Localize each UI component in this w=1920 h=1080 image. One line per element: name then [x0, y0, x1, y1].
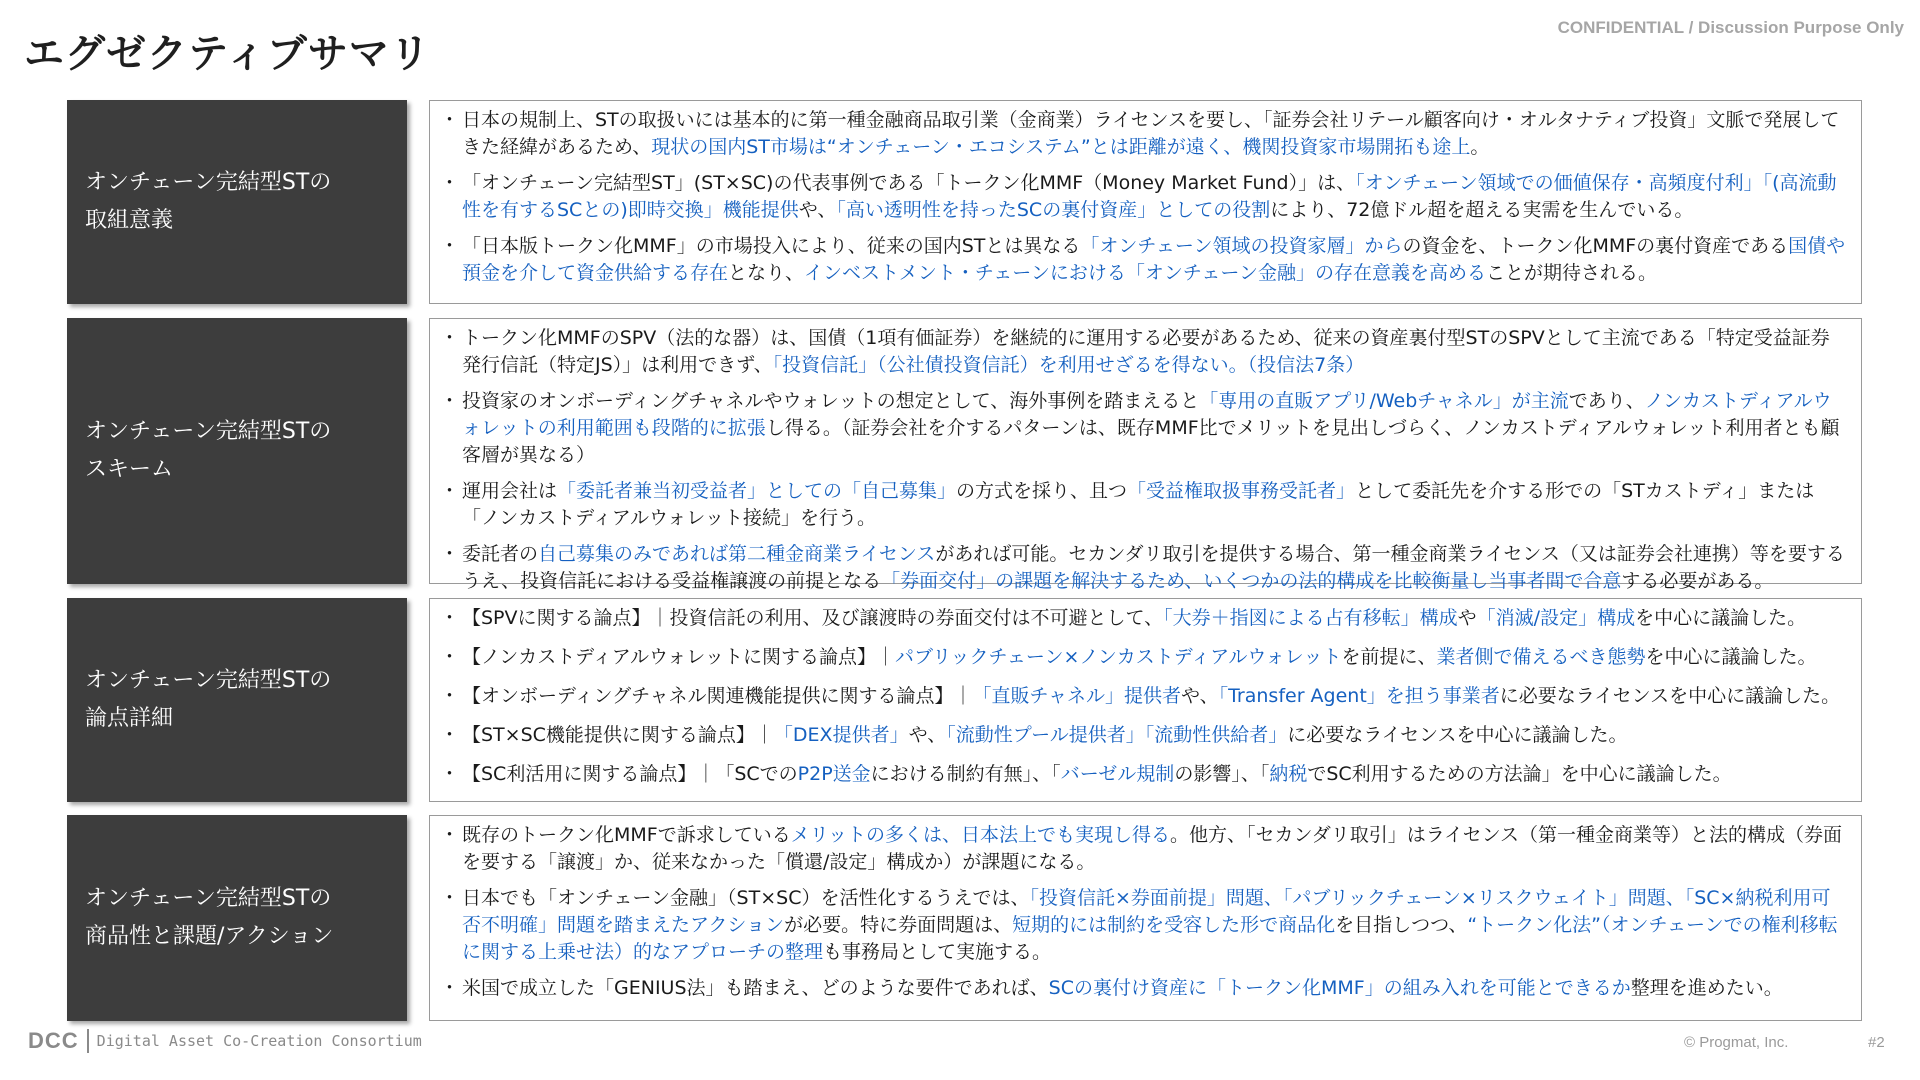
highlighted-text: 「オンチェーン領域の投資家層」から	[1080, 235, 1403, 257]
bullet-item	[444, 233, 1847, 287]
highlighted-text: 「Transfer Agent」を担う事業者	[1218, 685, 1500, 707]
highlighted-text: メリットの多くは、日本法上でも実現し得る	[790, 824, 1170, 846]
bullet-text: 投資家のオンボーディングチャネルやウォレットの想定として、海外事例を踏まえると	[462, 390, 1200, 412]
bullet-text: を中心に議論した。	[1635, 607, 1807, 629]
highlighted-text: 「投資信託×券面前提」問題、「パブリックチェーン×リスクウェイト」問題、「SC×納税利用可否不明確」問題を踏まえたアクション	[462, 887, 1831, 936]
highlighted-text: 「高い透明性を持ったSCの裏付資産」としての役割	[836, 199, 1271, 221]
bullet-text: 委託者の	[462, 543, 539, 565]
bullet-item	[444, 761, 1847, 788]
bullet-text: があれば可能。セカンダリ取引を提供する場合、第一種金商業ライセンス（又は証券会社連携）等を要するうえ、投資信託における受益権譲渡の前提となる	[462, 543, 1845, 592]
section-label-line: 取組意義	[85, 208, 174, 233]
bullet-text: 【ノンカストディアルウォレットに関する論点】｜	[462, 646, 896, 668]
bullet-text: として委託先を介する形での「STカストディ」または「ノンカストディアルウォレット接続」を行う。	[462, 480, 1815, 529]
bullet-text: 。他方、「セカンダリ取引」はライセンス（第一種金商業等）と法的構成（券面を要する「譲渡」か、従来なかった「償還/設定」構成か）が課題になる。	[462, 824, 1843, 873]
bullet-item	[444, 683, 1847, 710]
highlighted-text: 「投資信託」（公社債投資信託）を利用せざるを得ない。（投信法7条）	[772, 354, 1365, 376]
highlighted-text: 「専用の直販アプリ/Webチャネル」が主流	[1199, 390, 1569, 412]
bullet-item	[444, 325, 1847, 379]
bullet-text: を中心に議論した。	[1645, 646, 1817, 668]
highlighted-text: 「受益権取扱事務受託者」	[1127, 480, 1356, 502]
section-content	[429, 318, 1862, 592]
section-label-line: スキーム	[85, 457, 174, 482]
section-label-box	[67, 598, 407, 802]
highlighted-text: 「DEX提供者」	[773, 724, 909, 746]
highlighted-text: 「委託者兼当初受益者」としての「自己募集」	[557, 480, 957, 502]
bullet-text: を目指しつつ、	[1335, 914, 1468, 936]
bullet-text: 【SC利活用に関する論点】｜「SCでの	[462, 763, 798, 785]
section-label-box	[67, 318, 407, 584]
bullet-item	[444, 107, 1847, 161]
bullet-text: 。	[1470, 136, 1490, 158]
highlighted-text: 「券面交付」の課題を解決するため、いくつかの法的構成を比較衡量し当事者間で合意	[881, 570, 1622, 592]
page-number: #2	[1868, 1034, 1885, 1051]
bullet-text: 【オンボーディングチャネル関連機能提供に関する論点】｜	[462, 685, 973, 707]
bullet-text: し得る。（証券会社を介するパターンは、既存MMF比でメリットを見出しづらく、ノンカストディアルウォレット利用者とも顧客層が異なる）	[462, 417, 1840, 466]
bullet-text: や、	[798, 199, 837, 221]
bullet-text: 日本でも「オンチェーン金融」（ST×SC）を活性化するうえでは、	[462, 887, 1030, 909]
highlighted-text: 「大券＋指図による占有移転」構成	[1163, 607, 1458, 629]
highlighted-text: 国債や預金を介して資金供給する存在	[462, 235, 1846, 284]
highlighted-text: インベストメント・チェーンにおける「オンチェーン金融」の存在意義を高める	[804, 262, 1486, 284]
logo-abbreviation: DCC	[28, 1028, 79, 1053]
bullet-text: となり、	[728, 262, 805, 284]
consortium-logo	[28, 1028, 422, 1054]
bullet-text: 整理を進めたい。	[1630, 977, 1783, 999]
bullet-text: や、	[1180, 685, 1219, 707]
highlighted-text: 「オンチェーン領域での価値保存・高頻度付利」「(高流動性を有するSCとの)即時交換」機能提供	[462, 172, 1837, 221]
confidential-notice: CONFIDENTIAL / Discussion Purpose Only	[1557, 18, 1904, 37]
section-label-line: オンチェーン完結型STの	[85, 419, 332, 444]
bullet-text: の方式を採り、且つ	[956, 480, 1128, 502]
bullet-text: や	[1457, 607, 1477, 629]
bullet-item	[444, 722, 1847, 749]
highlighted-text: 短期的には制約を受容した形で商品化	[1012, 914, 1336, 936]
highlighted-text: 業者側で備えるべき態勢	[1436, 646, 1646, 668]
bullet-text: 「オンチェーン完結型ST」(ST×SC)の代表事例である「トークン化MMF（Money Market Fund）」は、	[462, 172, 1356, 194]
highlighted-text: 自己募集のみであれば第二種金商業ライセンス	[538, 543, 936, 565]
bullet-item	[444, 975, 1847, 1002]
section-label	[67, 662, 331, 738]
section-label	[67, 164, 331, 240]
bullet-item	[444, 388, 1847, 469]
bullet-text: や、	[908, 724, 947, 746]
section-label-box	[67, 815, 407, 1021]
bullet-text: トークン化MMFのSPV（法的な器）は、国債（1項有価証券）を継続的に運用する必要があるため、従来の資産裏付型STのSPVとして主流である「特定受益証券発行信託（特定JS）」は利用できず、	[462, 327, 1830, 376]
bullet-text: でSC利用するための方法論」を中心に議論した。	[1307, 763, 1732, 785]
highlighted-text: 現状の国内ST市場は“オンチェーン・エコシステム”とは距離が遠く、機関投資家市場開拓も途上	[651, 136, 1471, 158]
logo-full-name: Digital Asset Co-Creation Consortium	[96, 1032, 422, 1050]
bullet-item	[444, 541, 1847, 595]
bullet-text: 運用会社は	[462, 480, 558, 502]
section-label-line: オンチェーン完結型STの	[85, 668, 332, 693]
bullet-text: の資金を、トークン化MMFの裏付資産である	[1402, 235, 1789, 257]
bullet-text: に必要なライセンスを中心に議論した。	[1287, 724, 1628, 746]
bullet-text: 【SPVに関する論点】｜投資信託の利用、及び譲渡時の券面交付は不可避として、	[462, 607, 1164, 629]
section-label-line: 論点詳細	[85, 706, 174, 731]
section-content	[429, 598, 1862, 802]
section-label-line: 商品性と課題/アクション	[85, 924, 334, 949]
bullet-text: 日本の規制上、STの取扱いには基本的に第一種金融商品取引業（金商業）ライセンスを要し、「証券会社リテール顧客向け・オルタナティブ投資」文脈で発展してきた経緯があるため、	[462, 109, 1840, 158]
bullet-text: 【ST×SC機能提供に関する論点】｜	[462, 724, 774, 746]
bullet-item	[444, 644, 1847, 671]
bullet-item	[444, 822, 1847, 876]
bullet-text: を前提に、	[1341, 646, 1437, 668]
bullet-text: も事務局として実施する。	[823, 941, 1052, 963]
highlighted-text: 「直販チャネル」提供者	[972, 685, 1181, 707]
bullet-text: であり、	[1568, 390, 1645, 412]
highlighted-text: 「消滅/設定」構成	[1476, 607, 1636, 629]
bullet-text: 「日本版トークン化MMF」の市場投入により、従来の国内STとは異なる	[462, 235, 1081, 257]
highlighted-text: P2P送金	[797, 763, 871, 785]
copyright-notice: © Progmat, Inc.	[1684, 1034, 1789, 1051]
bullet-text: ことが期待される。	[1485, 262, 1657, 284]
bullet-text: の影響」、「	[1174, 763, 1270, 785]
highlighted-text: パブリックチェーン×ノンカストディアルウォレット	[895, 646, 1342, 668]
bullet-text: により、72億ドル超を超える実需を生んでいる。	[1270, 199, 1694, 221]
section-content	[429, 815, 1862, 1021]
highlighted-text: SCの裏付け資産に「トークン化MMF」の組み入れを可能とできるか	[1048, 977, 1631, 999]
bullet-item	[444, 478, 1847, 532]
bullet-text: する必要がある。	[1621, 570, 1774, 592]
highlighted-text: 「流動性プール提供者」「流動性供給者」	[946, 724, 1288, 746]
logo-divider	[87, 1029, 89, 1053]
bullet-text: 米国で成立した「GENIUS法」も踏まえ、どのような要件であれば、	[462, 977, 1049, 999]
section-content	[429, 100, 1862, 304]
page-title: エグゼクティブサマリ	[24, 31, 431, 77]
bullet-text: における制約有無」、「	[870, 763, 1061, 785]
bullet-item	[444, 605, 1847, 632]
section-label	[67, 880, 333, 956]
section-label-box	[67, 100, 407, 304]
bullet-text: 既存のトークン化MMFで訴求している	[462, 824, 791, 846]
highlighted-text: 納税	[1269, 763, 1308, 785]
highlighted-text: ノンカストディアルウォレットの利用範囲も段階的に拡張	[462, 390, 1832, 439]
section-label-line: オンチェーン完結型STの	[85, 170, 332, 195]
bullet-text: に必要なライセンスを中心に議論した。	[1499, 685, 1841, 707]
bullet-item	[444, 885, 1847, 966]
section-label-line: オンチェーン完結型STの	[85, 886, 332, 911]
bullet-text: が必要。特に券面問題は、	[784, 914, 1013, 936]
highlighted-text: バーゼル規制	[1060, 763, 1175, 785]
bullet-item	[444, 170, 1847, 224]
section-label	[67, 413, 331, 489]
highlighted-text: “トークン化法”（オンチェーンでの権利移転に関する上乗せ法）的なアプローチの整理	[462, 914, 1838, 963]
